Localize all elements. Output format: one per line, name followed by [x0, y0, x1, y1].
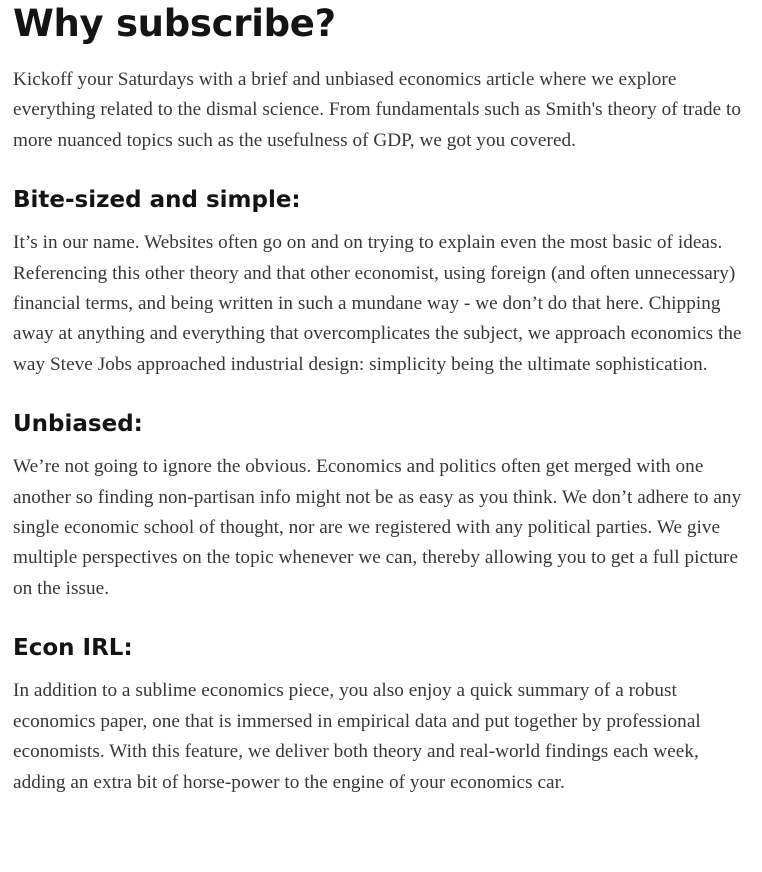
section-paragraph: We’re not going to ignore the obvious. Economics and politics often get merged with one another so finding non-partisan info might not be as easy as you think. We don’t adhere to any single economic school of thought, nor are we registered with any political parties. We give multiple perspectives on the topic whenever we can, thereby allowing you to get a full picture on the issue. [13, 456, 742, 599]
section-heading: Bite-sized and simple: [13, 187, 301, 214]
section-paragraph: It’s in our name. Websites often go on and on trying to explain even the most basic of ideas. Referencing this other theory and that other economist, using foreign (and often unnecessary) financial terms, and being written in such a mundane way - we don’t do that here. Chipping away at anything and everything that overcomplicates the subject, we approach economics the way Steve Jobs approached industrial design: simplicity being the ultimate sophistication. [13, 232, 742, 375]
section-heading: Econ IRL: [13, 635, 133, 662]
section-bite-sized [13, 185, 753, 380]
page-title: Why subscribe? [13, 2, 336, 45]
article [13, 0, 753, 798]
section-unbiased [13, 409, 753, 604]
section-econ-irl [13, 633, 753, 798]
intro-paragraph: Kickoff your Saturdays with a brief and unbiased economics article where we explore everything related to the dismal science. From fundamentals such as Smith's theory of trade to more nuanced topics such as the usefulness of GDP, we got you covered. [13, 69, 742, 151]
section-heading: Unbiased: [13, 411, 143, 438]
section-paragraph: In addition to a sublime economics piece, you also enjoy a quick summary of a robust economics paper, one that is immersed in empirical data and put together by professional economists. With this feature, we deliver both theory and real-world findings each week, adding an extra bit of horse-power to the engine of your economics car. [13, 680, 701, 793]
